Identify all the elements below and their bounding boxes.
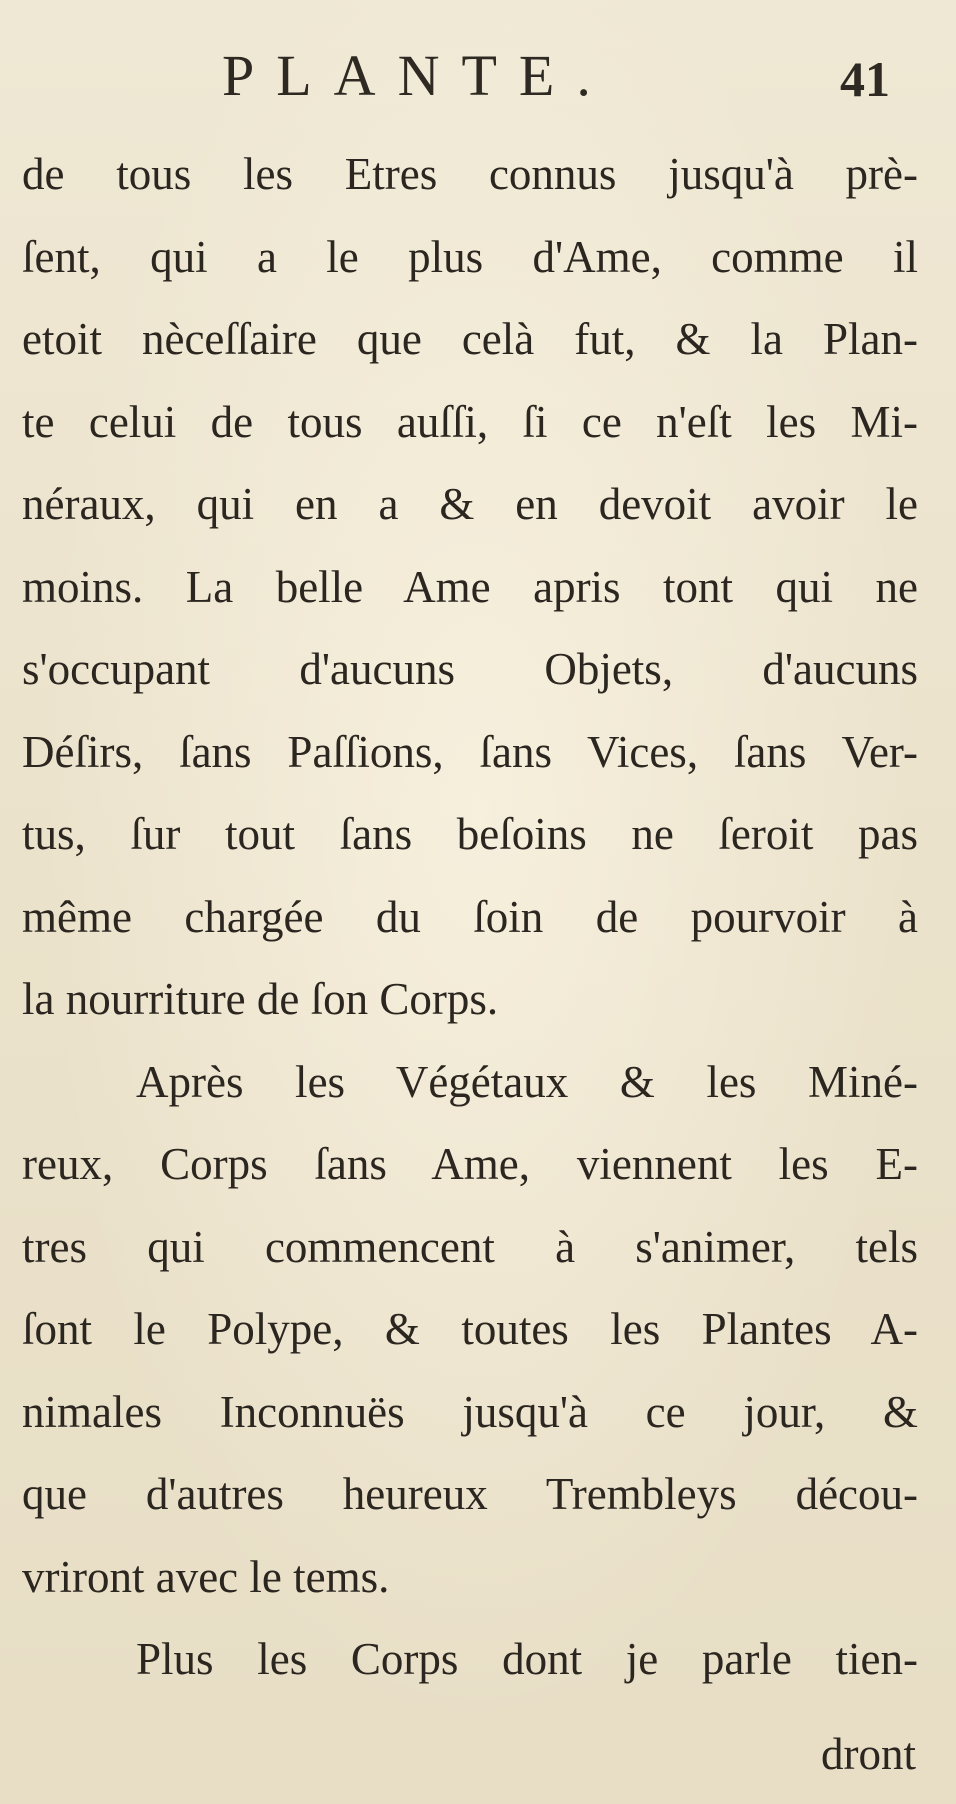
- body-text: [22, 133, 918, 1701]
- text-line: reux, Corps ſans Ame, viennent les E-: [22, 1139, 918, 1189]
- text-line: Déſirs, ſans Paſſions, ſans Vices, ſans Ver-: [22, 726, 918, 777]
- paragraph-3: [22, 1618, 918, 1701]
- page-header: [0, 36, 956, 116]
- text-line: la nourriture de ſon Corps.: [22, 974, 499, 1024]
- text-line: etoit nèceſſaire que celà fut, & la Plan-: [22, 314, 918, 364]
- text-line: ſont le Polype, & toutes les Plantes A-: [22, 1304, 918, 1354]
- text-line: même chargée du ſoin de pourvoir à: [22, 891, 918, 942]
- text-line: Plus les Corps dont je parle tien-: [136, 1634, 918, 1684]
- text-line: s'occupant d'aucuns Objets, d'aucuns: [22, 644, 918, 694]
- text-line: nimales Inconnuës jusqu'à ce jour, &: [22, 1386, 918, 1437]
- paragraph-1: [22, 133, 918, 1041]
- page-number: 41: [840, 51, 890, 107]
- running-title: PLANTE.: [222, 43, 613, 108]
- text-line: moins. La belle Ame apris tont qui ne: [22, 561, 918, 612]
- text-line: te celui de tous auſſi, ſi ce n'eſt les Mi-: [22, 396, 918, 447]
- text-line: tus, ſur tout ſans beſoins ne ſeroit pas: [22, 809, 918, 859]
- text-line: vriront avec le tems.: [22, 1551, 390, 1602]
- text-line: de tous les Etres connus jusqu'à prè-: [22, 149, 918, 199]
- text-line: que d'autres heureux Trembleys décou-: [22, 1469, 918, 1519]
- text-line: tres qui commencent à s'animer, tels: [22, 1221, 918, 1272]
- catchword: dront: [821, 1729, 916, 1779]
- text-line: néraux, qui en a & en devoit avoir le: [22, 479, 918, 529]
- paragraph-2: [22, 1041, 918, 1619]
- text-line: ſent, qui a le plus d'Ame, comme il: [22, 231, 918, 282]
- text-line: Après les Végétaux & les Miné-: [136, 1056, 918, 1107]
